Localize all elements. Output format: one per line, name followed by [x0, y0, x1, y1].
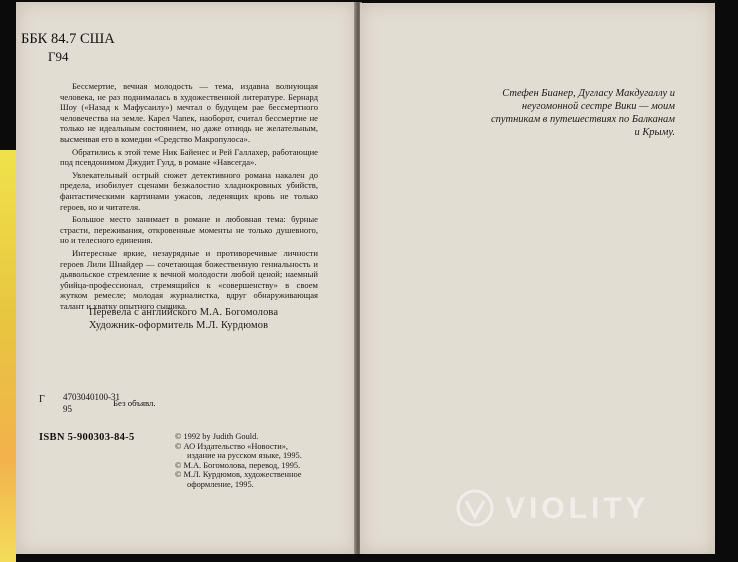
right-page [360, 3, 715, 554]
copyright-line: © АО Издательство «Новости», [175, 441, 288, 451]
annotation-paragraph: Бессмертие, вечная молодость — тема, издавна волнующая человека, не раз поднималась в художественной литературе. Бернард Шоу («Назад к Мафусаилу») мечтал о будущем рае бессмертного человечества на земле. Карел Чапек, наоборот, считал бессмертие не только не идеальным состоянием, но даже отнюдь не желательным, высмеивая его в комедии «Средство Макропулоса». [60, 81, 318, 144]
dedication-line: спутникам в путешествиях по Балканам [490, 114, 675, 125]
artist-credit: Художник-оформитель М.Л. Курдюмов [89, 320, 269, 331]
watermark-logo-icon [455, 488, 495, 528]
copyright-block [175, 432, 302, 490]
copyright-line: издание на русском языке, 1995. [187, 451, 302, 461]
annotation-paragraph: Увлекательный острый сюжет детективного романа накален до предела, изобилует сценами безжалостно хладнокровных убийств, фантастическими картинами ужасов, леденящих кровь не только героев, но и читателя. [60, 169, 318, 212]
copyright-line: © М.Л. Курдюмов, художественное [175, 470, 302, 480]
author-code: Г94 [48, 49, 69, 64]
translator-credit: Перевела с английского М.А. Богомолова [89, 307, 279, 318]
dedication-line: Стефен Бианер, Дугласу Макдугаллу и [502, 88, 675, 99]
dedication-line: и Крыму. [634, 127, 675, 138]
catalog-letter: Г [39, 394, 45, 405]
catalog-number: 4703040100-31 [63, 392, 120, 402]
annotation-paragraph: Большое место занимает в романе и любовная тема: бурные страсти, переживания, откровенные моменты не только душевного, но и телесного единения. [60, 214, 318, 246]
no-ad-note: Без объявл. [113, 398, 156, 408]
annotation [60, 81, 318, 313]
annotation-paragraph: Интересные яркие, незаурядные и противоречивые личности героев Лили Шнайдер — сочетающая божественную гениальность и дьявольское стремление к вечной молодости любой ценой; наемный убийца-профессионал, стремящийся к «совершенству» в своем жутком ремесле; молодая журналистка, вдруг обнаруживающая талант и хватку опытного сыщика. [60, 247, 318, 311]
copyright-line: оформление, 1995. [187, 479, 254, 489]
watermark-text: VIOLITY [505, 492, 650, 525]
bbk-code: ББК 84.7 США [21, 31, 115, 47]
annotation-paragraph: Обратились к этой теме Ник Байенес и Рей Галлахер, работающие под псевдонимом Джудит Гулд, в романе «Навсегда». [60, 146, 318, 168]
catalog-year: 95 [63, 404, 72, 414]
copyright-line: © М.А. Богомолова, перевод, 1995. [175, 460, 301, 470]
watermark [455, 486, 735, 530]
dedication [455, 87, 675, 139]
book-cover-edge [0, 150, 16, 562]
dedication-line: неугомонной сестре Вики — моим [521, 101, 675, 112]
isbn: ISBN 5-900303-84-5 [39, 432, 135, 443]
copyright-line: © 1992 by Judith Gould. [175, 432, 259, 441]
